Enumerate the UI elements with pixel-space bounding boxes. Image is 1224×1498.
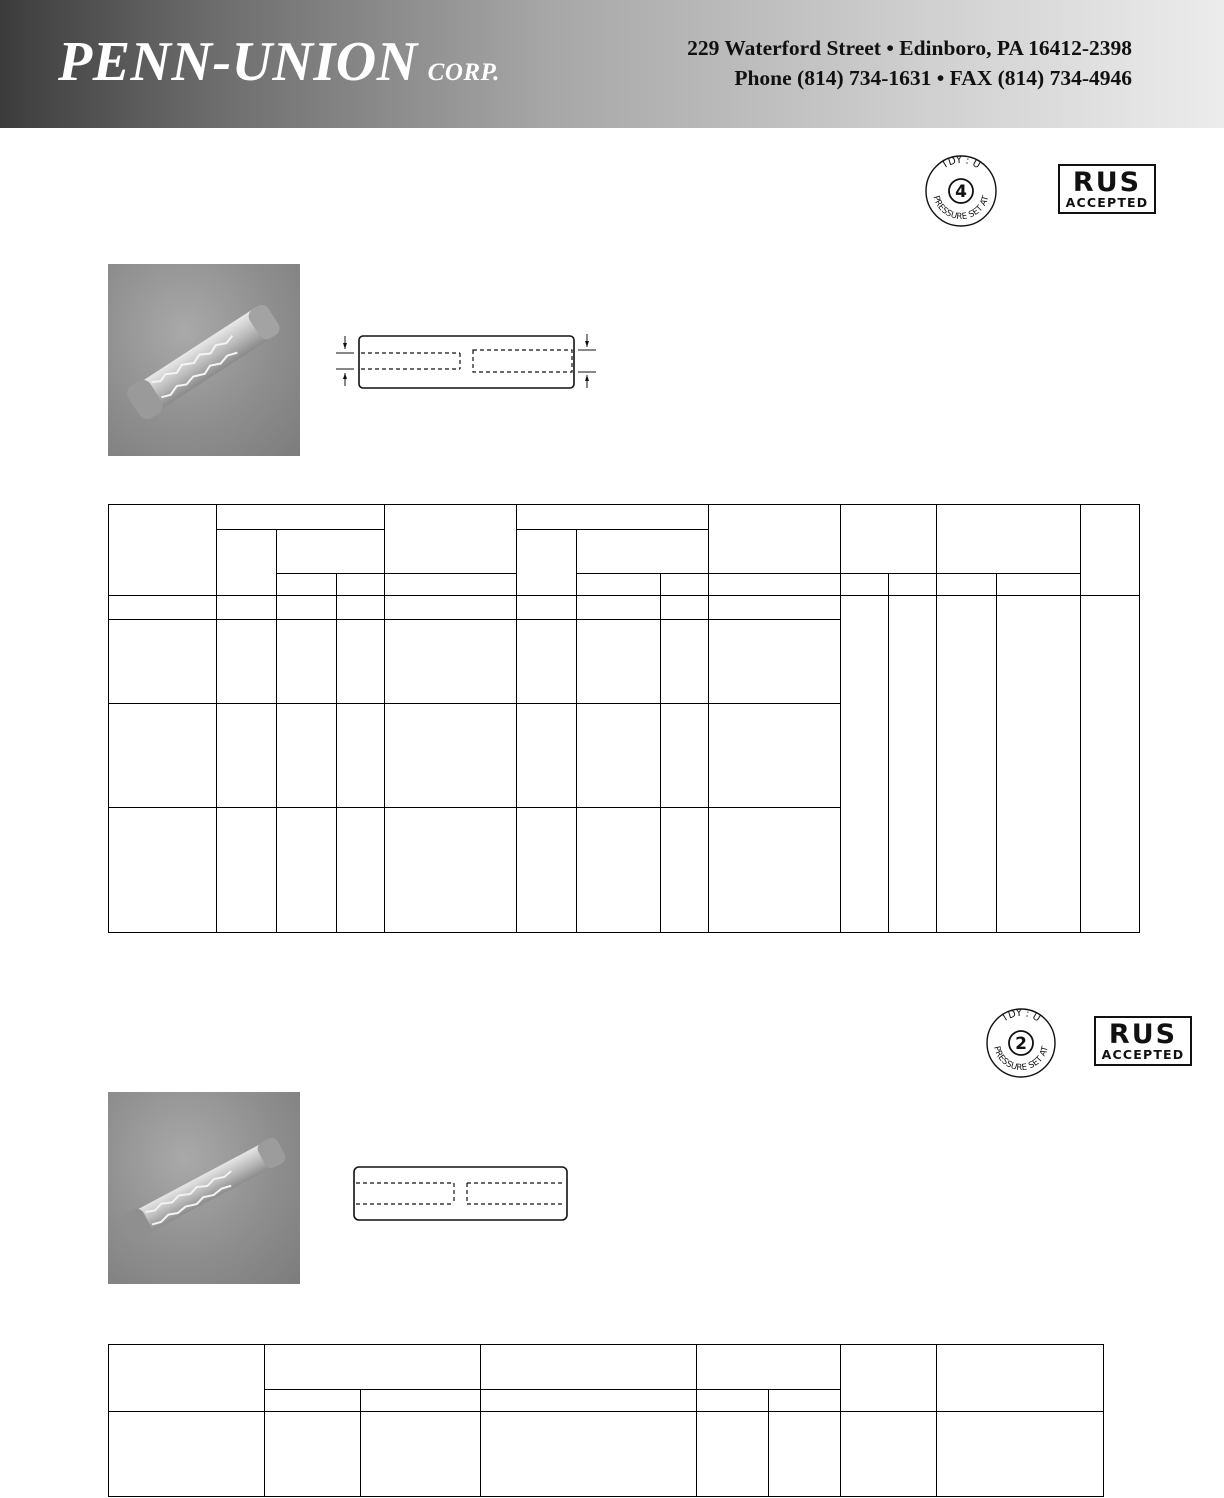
spec-table-1 [108, 504, 1140, 934]
badge-rus-text: RUS [1072, 167, 1142, 198]
pressure-seal-icon-2 [982, 1008, 1060, 1078]
seal-top-text-2: TDY : U [999, 1008, 1043, 1025]
company-address: 229 Waterford Street • Edinboro, PA 16412-2398 [687, 36, 1132, 60]
seal-top-text: TDY : U [939, 155, 983, 172]
badge-rus-text-2: RUS [1108, 1019, 1178, 1050]
rus-accepted-badge [1058, 164, 1156, 214]
pressure-seal-icon [921, 155, 1001, 227]
seal-bottom-text: PRESSURE SET AT [930, 194, 992, 223]
seal-number: 4 [955, 182, 967, 202]
company-phone-fax: Phone (814) 734-1631 • FAX (814) 734-4946 [734, 66, 1132, 90]
product-photo-splice [108, 264, 300, 456]
splice-tube-image-2 [108, 1092, 300, 1284]
rus-accepted-badge-2 [1094, 1016, 1192, 1066]
splice-tube-image [108, 264, 300, 456]
seal-bottom-text-2: PRESSURE SET AT [991, 1045, 1051, 1074]
brand-name: PENN-UNION [58, 31, 418, 93]
splice-diagram-straight [350, 1164, 572, 1224]
seal-number-2: 2 [1015, 1034, 1027, 1054]
letterhead-banner [0, 0, 1224, 128]
spec-table-2 [108, 1344, 1104, 1498]
badge-accepted-text-2: ACCEPTED [1101, 1047, 1185, 1062]
splice-diagram-tapered [330, 325, 610, 395]
brand-suffix: CORP. [427, 59, 500, 86]
badge-accepted-text: ACCEPTED [1065, 195, 1149, 210]
product-photo-splice-2 [108, 1092, 300, 1284]
company-logo [58, 30, 500, 94]
